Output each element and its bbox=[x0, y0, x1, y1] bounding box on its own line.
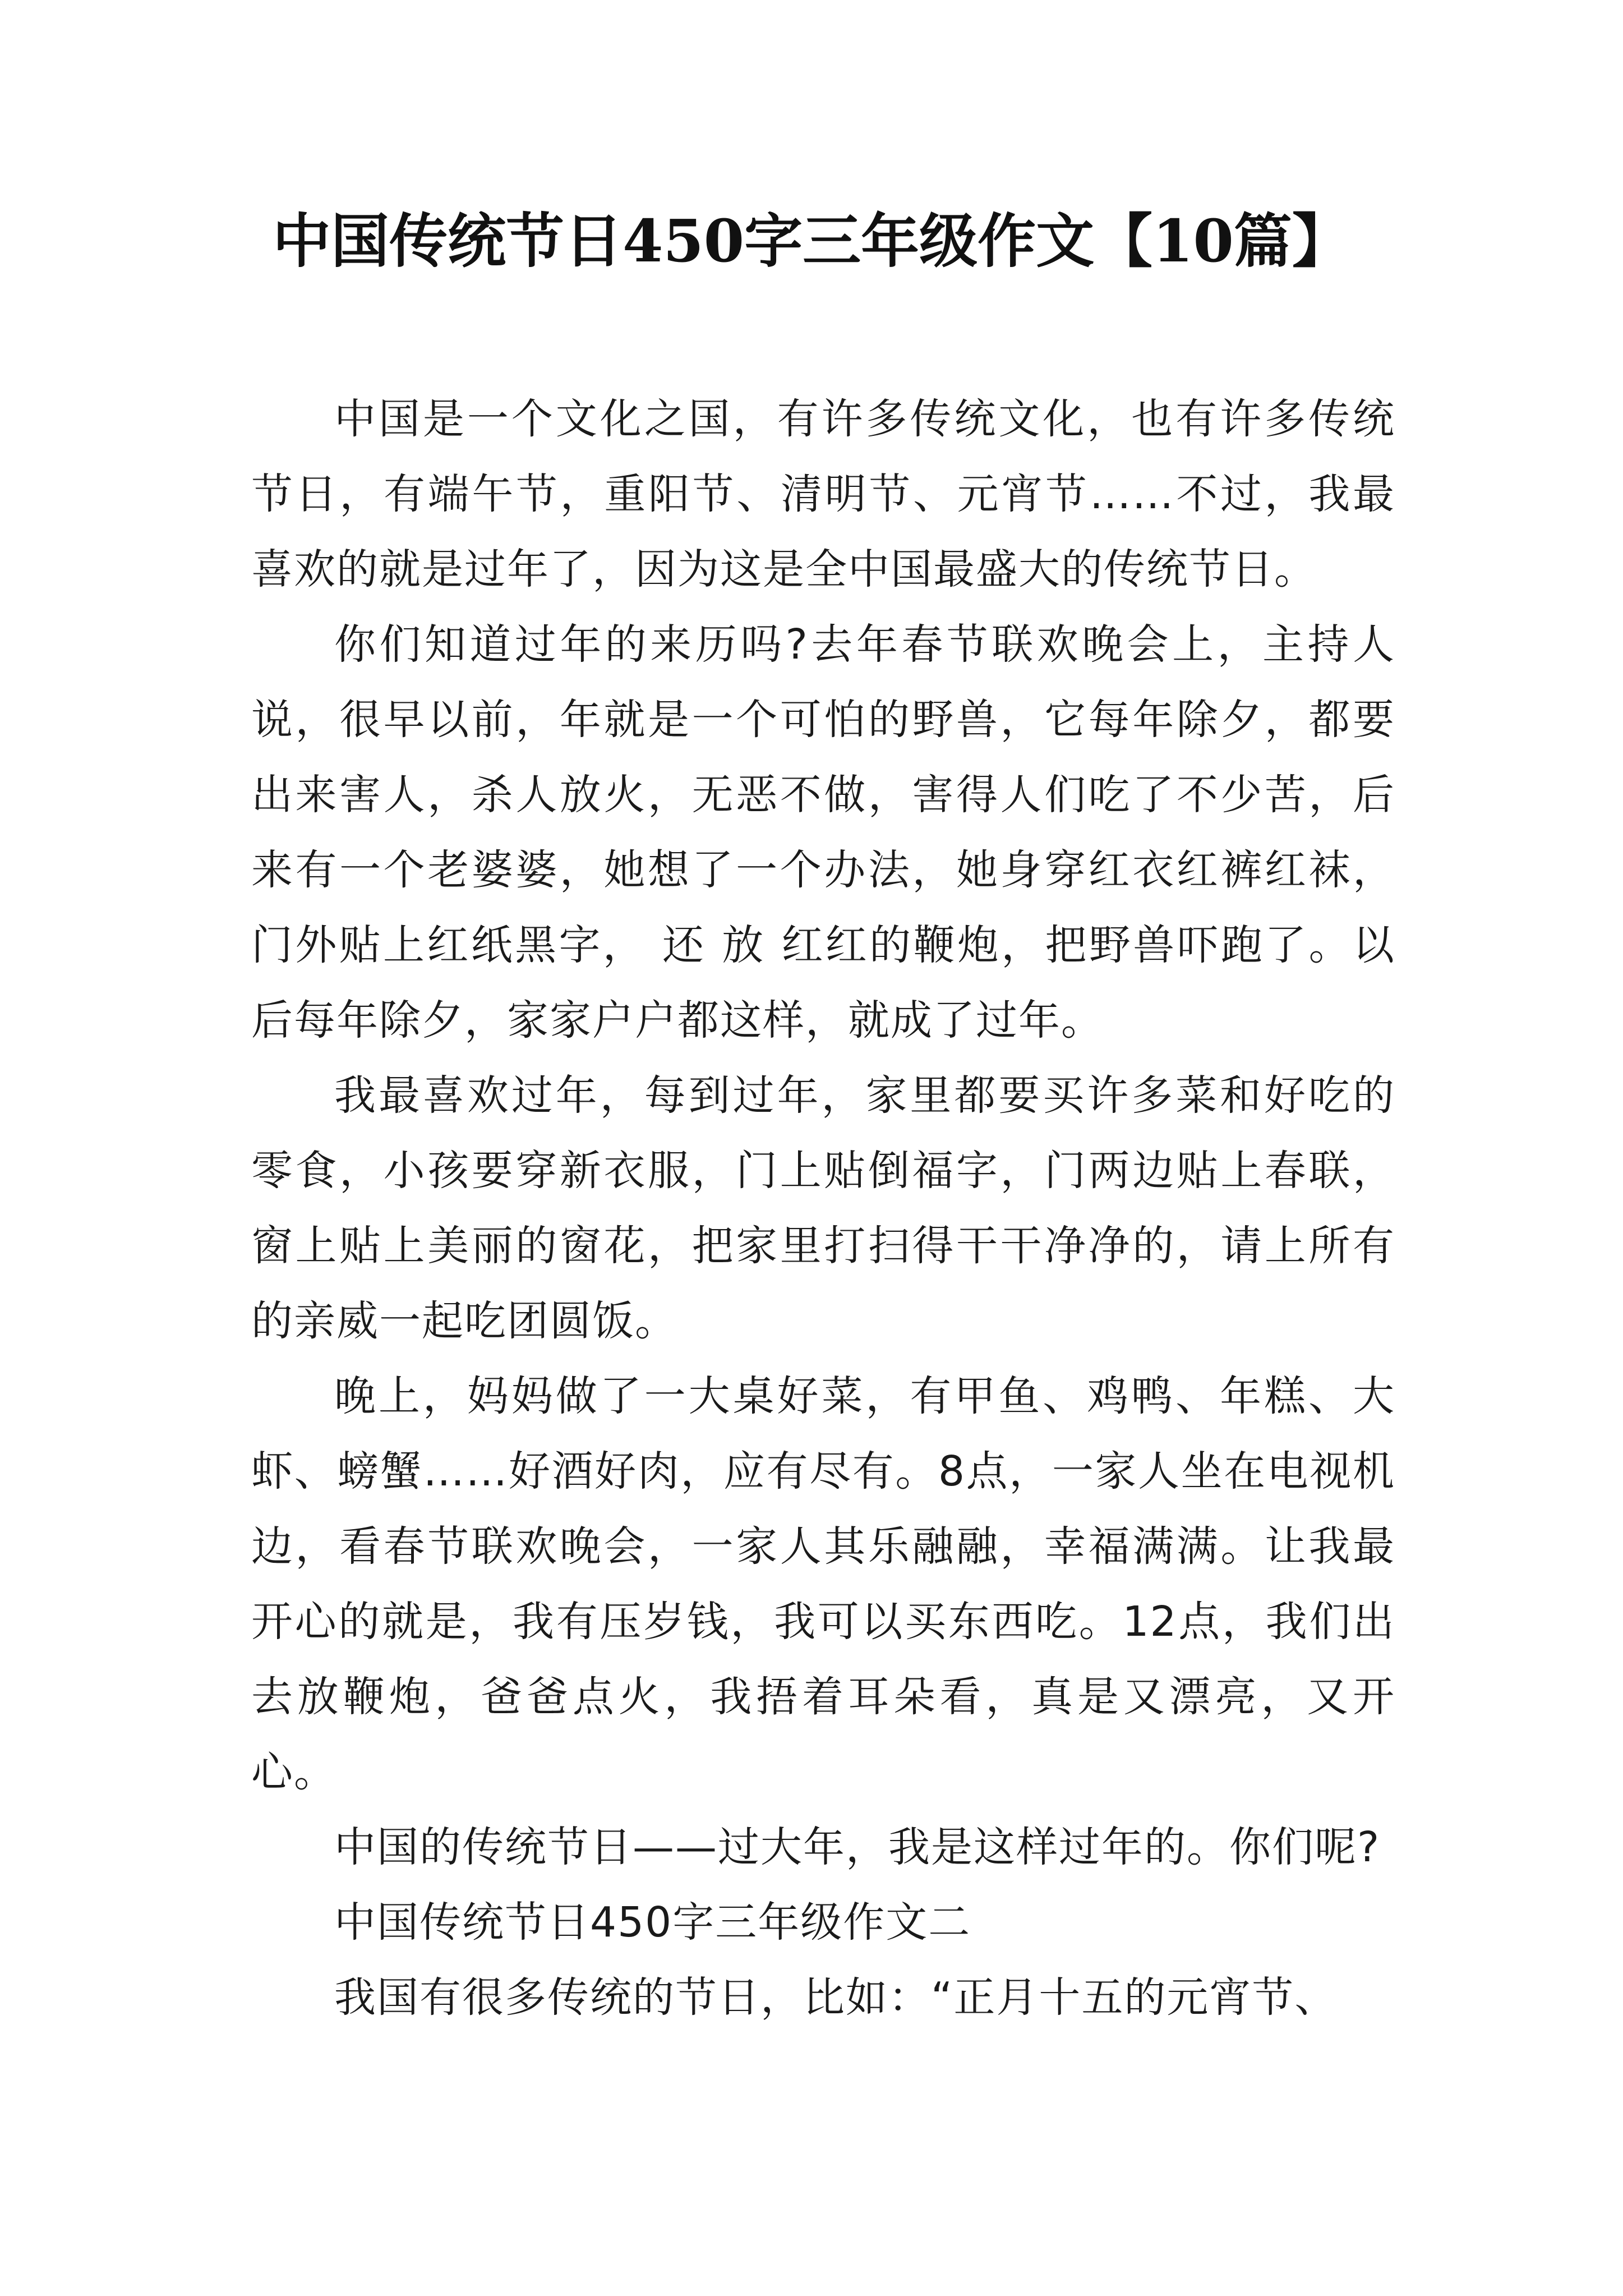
paragraph: 中国是一个文化之国，有许多传统文化，也有许多传统节日，有端午节，重阳节、清明节、元宵节……不过，我最喜欢的就是过年了，因为这是全中国最盛大的传统节日。 bbox=[251, 395, 1395, 593]
section-heading: 中国传统节日450字三年级作文二 bbox=[334, 1898, 971, 1947]
document-body bbox=[251, 381, 1395, 2035]
document-title: 中国传统节日450字三年级作文【10篇】 bbox=[273, 206, 1350, 275]
paragraph: 中国的传统节日——过大年，我是这样过年的。你们呢? bbox=[334, 1823, 1381, 1871]
paragraph: 我国有很多传统的节日，比如：“正月十五的元宵节、 bbox=[334, 1973, 1338, 2022]
paragraph: 晚上，妈妈做了一大桌好菜，有甲鱼、鸡鸭、年糕、大虾、螃蟹……好酒好肉，应有尽有。8点，一家人坐在电视机边，看春节联欢晚会，一家人其乐融融，幸福满满。让我最开心的就是，我有压岁钱，我可以买东西吃。12点，我们出去放鞭炮，爸爸点火，我捂着耳朵看，真是又漂亮，又开心。 bbox=[251, 1372, 1395, 1796]
paragraph: 你们知道过年的来历吗?去年春节联欢晚会上，主持人说，很早以前，年就是一个可怕的野兽，它每年除夕，都要出来害人，杀人放火，无恶不做，害得人们吃了不少苦，后来有一个老婆婆，她想了一个办法，她身穿红衣红裤红袜，门外贴上红纸黑字， 还 放 红红的鞭炮，把野兽吓跑了。以后每年除夕，家家户户都这样，就成了过年。 bbox=[251, 620, 1395, 1045]
paragraph: 我最喜欢过年，每到过年，家里都要买许多菜和好吃的零食，小孩要穿新衣服，门上贴倒福字，门两边贴上春联，窗上贴上美丽的窗花，把家里打扫得干干净净的，请上所有的亲威一起吃团圆饭。 bbox=[251, 1071, 1395, 1345]
